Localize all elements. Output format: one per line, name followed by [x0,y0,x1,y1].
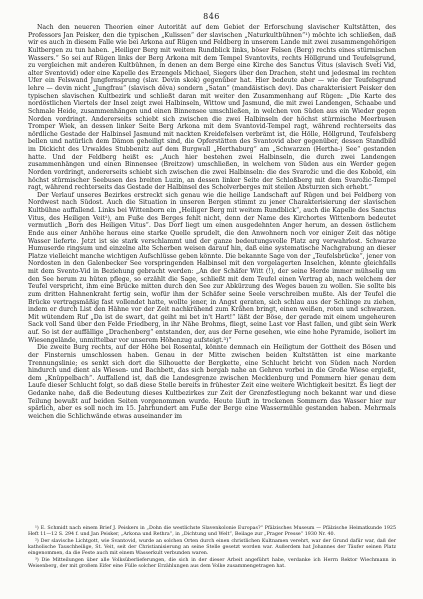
footnote: ²) Der slavische Lichtgott, wie Svantovid, wurde an solchen Orten durch einen christlichen Kultnamen verehrt, war der Grund dafür war, daß der katholische Tauschheilige, St. Veit, seit der Christianisierung an seine Stelle gesetzt worden war. Außerdem hat Johannes der Täufer seinen Platz eingenommen, da die Feste auch mit einem Wasserkult verbunden waren. [28,539,396,557]
body-text [28,24,396,524]
page-number: 846 [203,12,220,21]
footnote: ³) Die Mitteilungen über alle Volksüberlieferungen, die sich in der dieser Arbeit angeführt habe, verdanke ich Herrn Rektor Wiechmann in Weisenberg, der mit großem Eifer eine Fülle solcher Erzählungen aus dem Volke zusammengetragen hat. [28,558,396,570]
paragraph: Nach den neueren Theorien einer Autorität auf dem Gebiet der Erforschung slavischer Kultstätten, des Professors Jan Peisker, den die typischen „Kulissen“ der slavischen „Naturkultbühnen“¹) möchte ich schließen, daß wir es auch in diesem Falle wie bei Arkona auf Rügen und Feldberg in unserem Lande mit zwei zusammengehörigen Kultbergen zu tun haben. „Heiliger Berg mit weitem Rundblick links, böser Felsen (Berg) rechts eines stürmischen Wassers.“ So sei auf Rügen links der Berg Arkona mit dem Tempel Svantovits, rechts Höllgrund und Teufelsgrund, zu vergleichen mit anderen Kultbühnen, in denen an dem Berge eine Kirche des Sanctus Vitus (slavisch Svetí Vid, alter Sventovid) oder eine Kapelle des Erzengels Michael, Siegers über den Drachen, steht und jedesmal im rechten Ufer ein Felswand Jungfernsprung (slav. Devin skok) gegenüber hat. Hier bedeute aber — wie der Teufelsgrund lehre — devin nicht „Jungfrau“ (slavisch děva) sondern „Satan“ (mandäistisch dev). Das charakterisiert Peisker den typischen slavischen Kultbezirk und schließt daran mit weiter den Zusammenhang auf Rügen: „Die Karte des nordöstlichen Viertels der Insel zeigt zwei Halbinseln, Wittow und Jasmund, die mit zwei Landengen, Schaabe und Schmale Heide, zusammenhängen und einen Binnensee umschließen, in welchen von Süden aus ein Wieder gegen Norden vordringt. Andererseits schiebt sich zwischen die zwei Halbinseln der höchst stürmische Meerbusen Tromper Wiek, an dessen linker Seite Berg Arkona mit dem Svantovid-Tempel ragt, während rechterseits das nördliche Gestade der Halbinsel Jasmund mit nackten Kreidefelsen verbrämt ist, die Hölle, Höllgrund, Teufelsberg bellen und natürlich dem Dämon geheiligt sind, die Opferstätten des Svantovid aber gegenüber, dessen Standbild im Dickicht des Urwaldes Stubbenitz auf dem Burgwall „Herthaburg“ am „Schwarzen (Hertha-) See“ gestanden hatte. Und der Feldberg heißt es: „Auch hier bestehen zwei Halbinseln, die durch zwei Landengen zusammenhängen und einen Binnensee (Breitzow) umschließen, in welchem von Süden aus ein Werder gegen Norden vordringt, andererseits schiebt sich zwischen die zwei Halbinseln: die des Svarožic und die des Kobold, ein höchst stürmischer Seebusen des breiten Luzin, an dessen linker Seite der Schloßberg mit dem Svarožic-Tempel ragt, während rechterseits das Gestade der Halbinsel des Scholverberges mit steilen Absturzen sich erhebt.“ [28,24,396,192]
footnotes [28,526,396,572]
paragraph: Die zweite Burg rechts, auf der Höhe bei Rosental, könnte demnach ein Heiligtum der Gottheit des Bösen und der Finsternis umschlossen haben. Genau in der Mitte zwischen beiden Kultstätten ist eine markante Trennungslinie; es senkt sich dort die Silhouette der Bergkette, eine Schlucht bricht von Süden nach Norden hindurch und dient als Wiesen- und Bachbett, das sich bergab nahe an Gehren vorbei in die Große Wiese ergießt, dem „Knüppelbach“. Auffallend ist, daß die Landesgrenze zwischen Mecklenburg und Pommern hier genau dem Laufe dieser Schlucht folgt, so daß diese Stelle bereits in frühester Zeit eine weitere Wichtigkeit besitzt. Es liegt der Gedanke nahe, daß die Bedeutung dieses Kultbezirkes zur Zeit der Grenzfestlegung noch bekannt war und diese Teilung bewußt auf beiden Seiten vorgenommen wurde. Heute läuft in trockenen Sommern das Wasser hier nur spärlich, aber es soll noch im 15. Jahrhundert am Fuße der Berge eine Wassermühle gestanden haben. Mehrmals weichen die Schlichwände etwas auseinander im [28,344,396,420]
paragraph: Der Verlauf unseres Bezirkes erstreckt sich genau wie die heilige Landschaft auf Rügen und bei Feldberg von Nordwest nach Südost. Auch die Situation in unseren Bergen stimmt zu jener Charakterisierung der slavischen Kultbühne auffallend. Links bei Wittenborn ein „Heiliger Berg mit weitem Rundblick“, auch die Kapelle des Sanctus Vitus, des Heiligen Veit²), am Fuße des Berges fehlt nicht, denn der Name des Kirchortes Wittenborn bedeutet vermutlich „Born des Heiligen Vitus“. Das Dorf liegt um einen ausgedehnten Anger herum, an dessen östlichem Ende aus einer Anhöhe heraus eine starke Quelle sprudelt, die den Anwohnern noch vor einiger Zeit das nötige Wasser lieferte. Jetzt ist sie stark verschlammt und der ganze bedeutungsvolle Platz arg verwahrlost. Schwarze Humuserde ringsum und einzelne alte Scherben weisen darauf hin, daß eine systematische Nachgrabung an dieser Platze vielleicht manche wichtigen Aufschlüsse geben könnte. Die bekannte Sage von der „Teufelsbrücke“, jener von Nordosten in den Galenbecker See vorspringenden Halbinsel mit den vorgelagerten Inselchen, könnte gleichfalls mit dem Svento-Vid in Beziehung gebracht werden: „An der Schäfer Witt (!), der seine Herde immer mühselig um den See herum zu hüten pflege, so erzählt die Sage, schließt mit dem Teufel einen Vertrag ab, nach welchem der Teufel verspricht, ihm eine Brücke mitten durch den See zur Abkürzung des Weges bauen zu wollen. Sie sollte bis zum dritten Hahnenkraht fertig sein, wofür ihm der Schäfer seine Seele verschreiben mußte. Als der Teufel die Brücke vertragsmäßig fast vollendet hatte, wollte jener, in Angst geraten, sich schlau aus der Schlinge zu ziehen, indem er durch List den Hähne vor der Zeit nachkrähend zum Krähen bringt, einen weißen, roten und schwarzen. Mit wütendem Ruf „Da ist de swart, dat geiht mi bet in't Hart!“ läßt der Böse, der gerade mit einem ungeheuren Sack voll Sand über den Felde Friedberg, in ihr Nähe Brohms, fliegt, seine Last vor Hast fallen, und gibt sein Werk auf. So ist der auffällige „Drachenberg“ entstanden, der, aus der Ferne gesehen, wie eine hohe Pyramide, isoliert im Wiesengelände, unmittelbar vor unserem Höhenzug aufsteigt.³)“ [28,191,396,344]
footnote: ¹) E. Schmidt nach einem Brief J. Peiskers in „Dohn die westlichste Slavenkolonie Europas?“ Pfälzisches Museum — Pfälzische Heimatkunde 1925 Heft 11—12 S. 294 f. und Jan Peisker, „Arkona und Rethra“, in „Dichtung und Welt“, Beilage zur „Prager Presse“ 1930 Nr. 40. [28,526,396,538]
